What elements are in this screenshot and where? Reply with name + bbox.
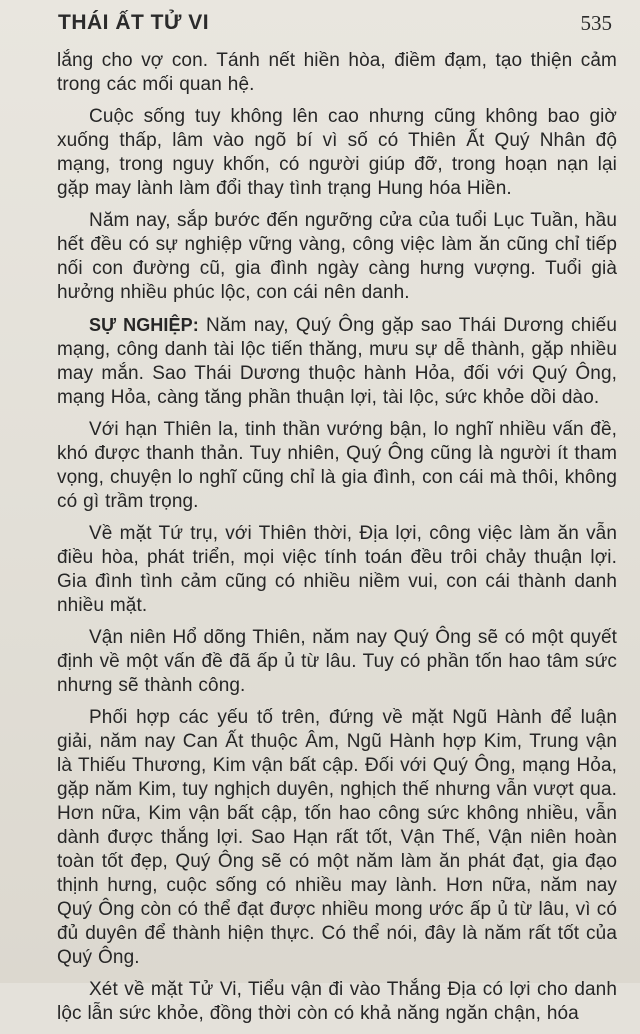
paragraph-text: lắng cho vợ con. Tánh nết hiền hòa, điềm đạm, tạo thiện cảm trong các mối quan hệ. [57, 50, 617, 95]
paragraph [57, 105, 617, 201]
paragraph [57, 418, 617, 514]
paragraph-text: Phối hợp các yếu tố trên, đứng về mặt Ngũ Hành để luận giải, năm nay Can Ất thuộc Âm, Ngũ Hành hợp Kim, Trung vận là Thiếu Thương, Kim vận bất cập. Đối với Quý Ông, mạng Hỏa, gặp năm Kim, tuy nghịch duyên, nghịch thế nhưng vẫn vượt qua. Hơn nữa, Kim vận bất cập, tốn hao công sức không nhiều, vẫn dành được thắng lợi. Sao Hạn rất tốt, Vận Thế, Vận niên hoàn toàn tốt đẹp, Quý Ông sẽ có một năm làm ăn phát đạt, gia đạo thịnh hưng, cuộc sống có nhiều may lành. Hơn nữa, năm nay Quý Ông còn có thể đạt được nhiều mong ước ấp ủ từ lâu, vì có đủ duyên để thành hiện thực. Có thể nói, đây là năm rất tốt của Quý Ông. [57, 707, 617, 968]
page-number: 535 [580, 11, 612, 35]
paragraph-text: Năm nay, sắp bước đến ngưỡng cửa của tuổi Lục Tuần, hầu hết đều có sự nghiệp vững vàng, công việc làm ăn cũng chỉ tiếp nối con đường cũ, gia đình ngày càng hưng vượng. Tuổi già hưởng nhiều phúc lộc, con cái nên danh. [57, 210, 617, 303]
section-lead: SỰ NGHIỆP: [89, 315, 199, 335]
paragraph [57, 626, 617, 698]
paragraph [57, 209, 617, 305]
paragraph-career [57, 313, 617, 410]
running-header [0, 0, 640, 50]
paragraph [57, 522, 617, 618]
page-body [57, 49, 617, 1034]
paragraph-text: Với hạn Thiên la, tinh thần vướng bận, lo nghĩ nhiều vấn đề, khó được thanh thản. Tuy nhiên, Quý Ông cũng là người ít tham vọng, chuyện lo nghĩ cũng chỉ là gia đình, con cái mà thôi, không có gì trầm trọng. [57, 419, 617, 512]
paragraph-text: Cuộc sống tuy không lên cao nhưng cũng không bao giờ xuống thấp, lâm vào ngõ bí vì số có Thiên Ất Quý Nhân độ mạng, trong nguy khốn, có người giúp đỡ, trong hoạn nạn lại gặp may lành làm đổi thay tình trạng Hung hóa Hiền. [57, 106, 617, 199]
paragraph-text: Về mặt Tứ trụ, với Thiên thời, Địa lợi, công việc làm ăn vẫn điều hòa, phát triển, mọi việc tính toán đều trôi chảy thuận lợi. Gia đình tình cảm cũng có nhiều niềm vui, con cái thành danh nhiều mặt. [57, 523, 617, 616]
book-title: THÁI ẤT TỬ VI [58, 11, 210, 34]
paragraph-text: Xét về mặt Tử Vi, Tiểu vận đi vào Thắng Địa có lợi cho danh lộc lẫn sức khỏe, đồng thời còn có khả năng ngăn chận, hóa [57, 979, 617, 1024]
paragraph [57, 978, 617, 1026]
paragraph-text: Vận niên Hổ dõng Thiên, năm nay Quý Ông sẽ có một quyết định về một vấn đề đã ấp ủ từ lâu. Tuy có phần tốn hao tâm sức nhưng sẽ thành công. [57, 627, 617, 696]
paragraph-continued [57, 49, 617, 97]
paragraph [57, 706, 617, 970]
paragraph-text: Năm nay, Quý Ông gặp sao Thái Dương chiếu mạng, công danh tài lộc tiến thăng, mưu sự dễ thành, gặp nhiều may mắn. Sao Thái Dương thuộc hành Hỏa, đối với Quý Ông, mạng Hỏa, càng tăng phần thuận lợi, tài lộc, sức khỏe dồi dào. [57, 315, 617, 408]
